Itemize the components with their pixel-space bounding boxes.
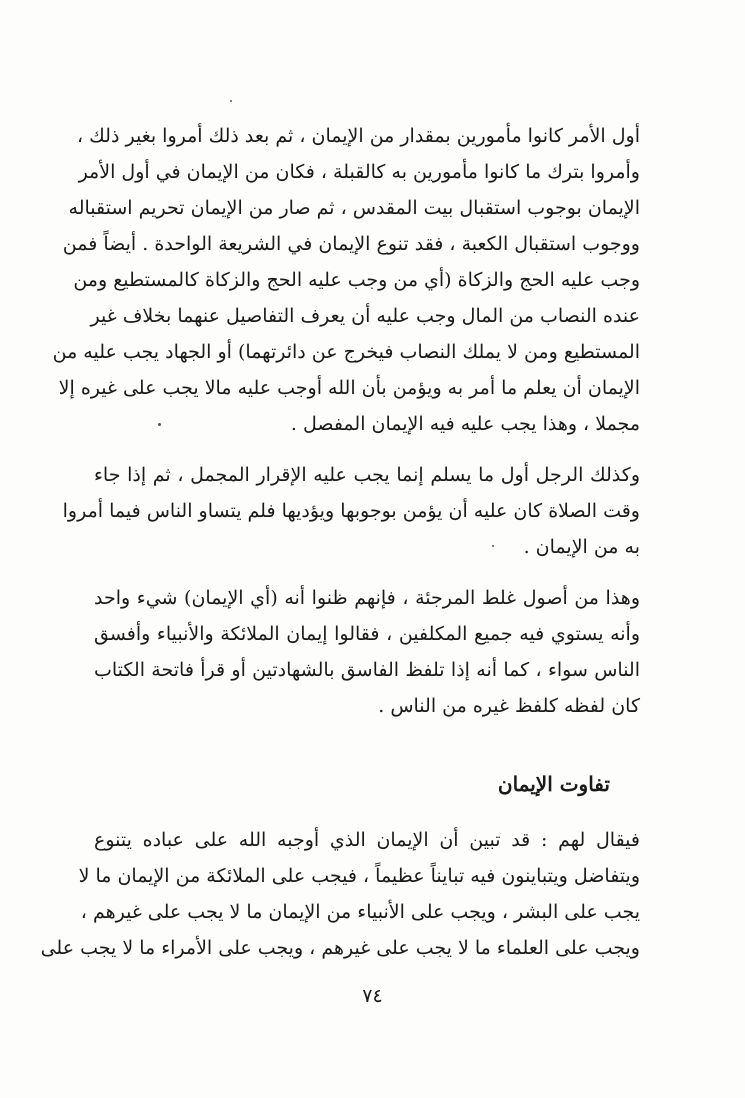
- paragraph-3-line: وأنه يستوي فيه جميع المكلفين ، فقالوا إيمان الملائكة والأنبياء وأفسق: [94, 623, 640, 645]
- section-paragraph-line: ويتفاضل ويتباينون فيه تبايناً عظيماً ، فيجب على الملائكة من الإيمان ما لا: [78, 865, 640, 887]
- section-paragraph-line: ويجب على العلماء ما لا يجب على غيرهم ، ويجب على الأمراء ما لا يجب على: [40, 937, 640, 959]
- paragraph-1-line: أول الأمر كانوا مأمورين بمقدار من الإيمان ، ثم بعد ذلك أمروا بغير ذلك ،: [77, 125, 640, 147]
- paragraph-2-line: به من الإيمان .: [523, 536, 640, 558]
- paragraph-1-line: عنده النصاب من المال وجب عليه أن يعرف التفاصيل عنهما بخلاف غير: [90, 305, 640, 327]
- section-paragraph-line: يجب على البشر ، ويجب على الأنبياء من الإيمان ما لا يجب على غيرهم ،: [80, 901, 640, 923]
- paragraph-1-line: الإيمان أن يعلم ما أمر به ويؤمن بأن الله أوجب عليه مالا يجب على غيره إلا: [58, 377, 640, 399]
- section-paragraph-line: فيقال لهم : قد تبين أن الإيمان الذي أوجبه الله على عباده يتنوع: [94, 829, 640, 851]
- paragraph-1-line: ووجوب استقبال الكعبة ، فقد تنوع الإيمان في الشريعة الواحدة . أيضاً فمن: [62, 233, 640, 255]
- paragraph-2-line: وكذلك الرجل أول ما يسلم إنما يجب عليه الإقرار المجمل ، ثم إذا جاء: [94, 464, 640, 486]
- page-number: ٧٤: [362, 985, 383, 1007]
- paragraph-1-line: الإيمان بوجوب استقبال بيت المقدس ، ثم صار من الإيمان تحريم استقباله: [68, 197, 640, 219]
- paragraph-2-line: وقت الصلاة كان عليه أن يؤمن بوجوبها ويؤديها فلم يتساو الناس فيما أمروا: [62, 500, 640, 522]
- paragraph-1-line: وأمروا بترك ما كانوا مأمورين به كالقبلة ، فكان من الإيمان في أول الأمر: [78, 161, 640, 183]
- paragraph-3-line: وهذا من أصول غلط المرجئة ، فإنهم ظنوا أنه (أي الإيمان) شيء واحد: [94, 587, 640, 609]
- paragraph-3-line: كان لفظه كلفظ غيره من الناس .: [378, 695, 640, 717]
- paragraph-1-line: وجب عليه الحج والزكاة (أي من وجب عليه الحج والزكاة كالمستطيع ومن: [73, 269, 640, 291]
- paragraph-3-line: الناس سواء ، كما أنه إذا تلفظ الفاسق بالشهادتين أو قرأ فاتحة الكتاب: [94, 659, 640, 681]
- section-heading: تفاوت الإيمان: [497, 772, 610, 796]
- paragraph-1-line: المستطيع ومن لا يملك النصاب فيخرج عن دائرتهما) أو الجهاد يجب عليه من: [52, 341, 640, 363]
- scan-speck: [230, 100, 232, 102]
- paragraph-1-line: مجملا ، وهذا يجب عليه فيه الإيمان المفصل .: [290, 413, 640, 435]
